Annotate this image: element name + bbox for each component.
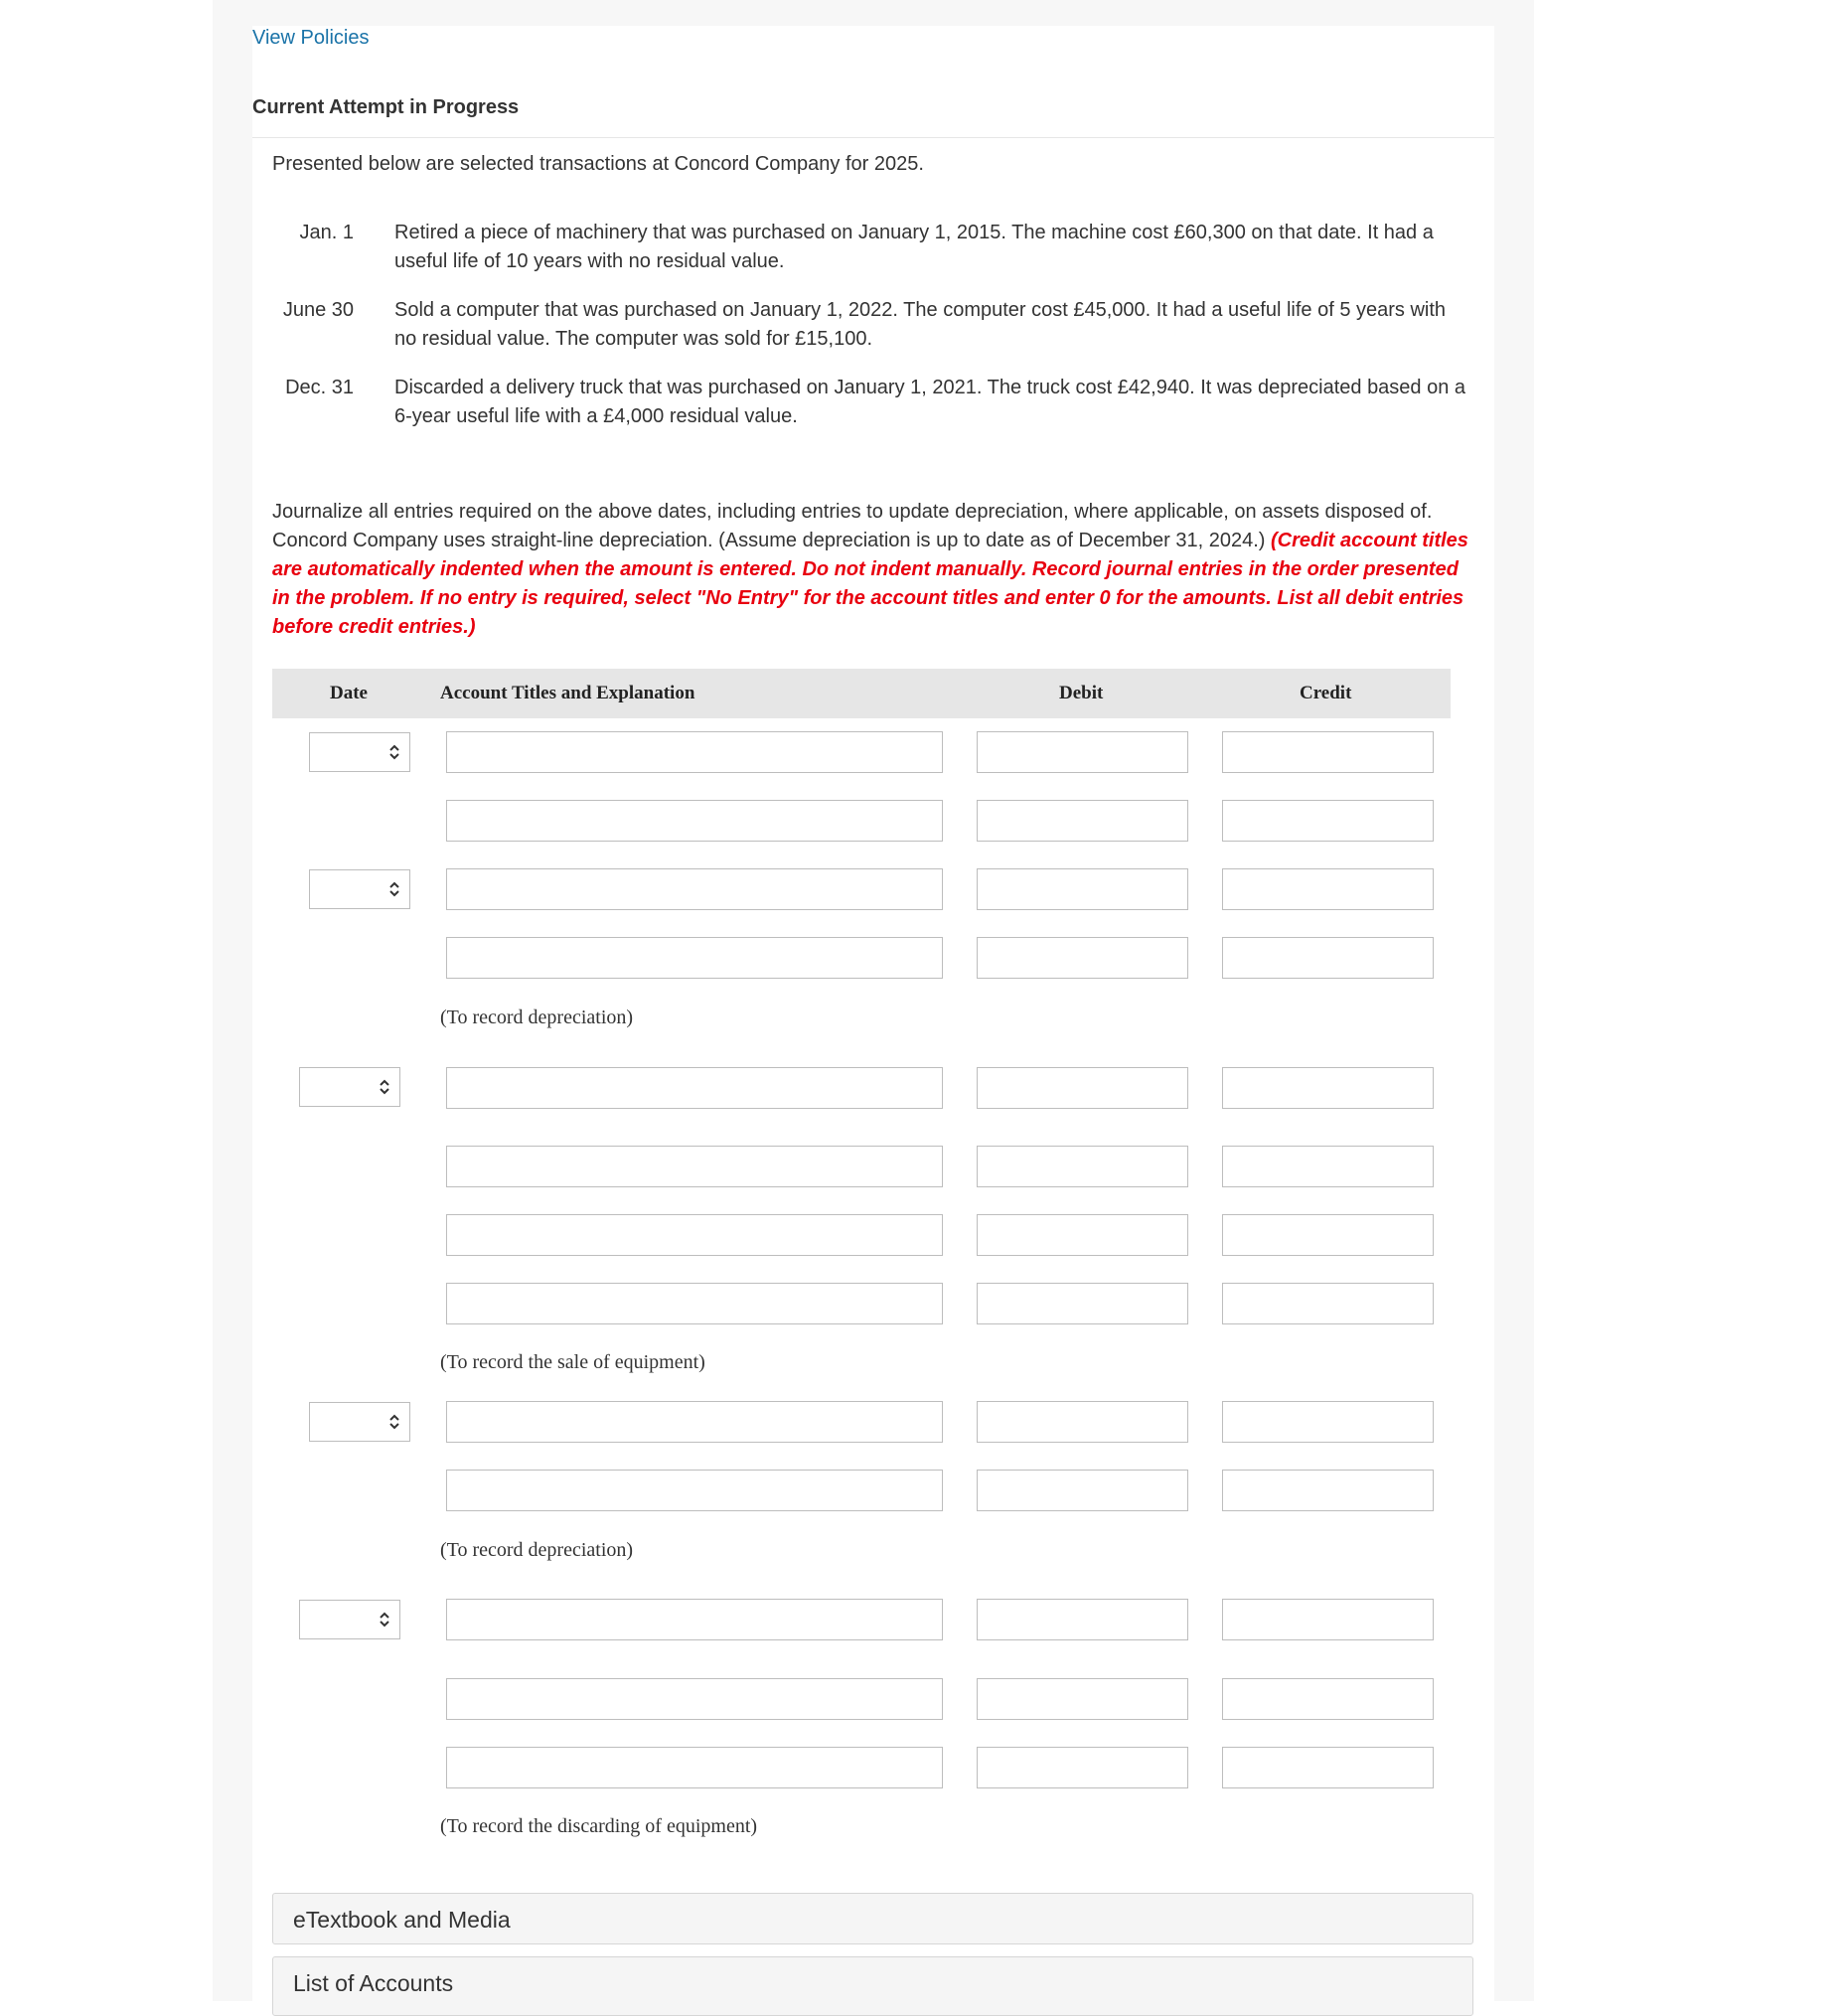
transaction-description: Discarded a delivery truck that was purchased on January 1, 2021. The truck cost £42,940. It was depreciated based on a 6-year useful life with a £4,000 residual value. xyxy=(394,377,1466,427)
date-select[interactable] xyxy=(299,1600,400,1639)
chevron-up-down-icon xyxy=(378,1077,391,1097)
debit-input[interactable] xyxy=(977,731,1188,773)
account-title-input[interactable] xyxy=(446,1283,943,1324)
debit-input[interactable] xyxy=(977,800,1188,842)
instructions-warning: (Credit account titles are automatically indented when the amount is entered. Do not indent manually. Record journal entries in the order presented in the problem. If no entry is required, select "No Entry" for the account titles and enter 0 for the amounts. List all debit entries before credit entries.) xyxy=(272,530,1468,638)
credit-input[interactable] xyxy=(1222,868,1434,910)
transaction-date: Jan. 1 xyxy=(299,222,354,243)
transaction-description: Retired a piece of machinery that was purchased on January 1, 2015. The machine cost £60,300 on that date. It had a useful life of 10 years with no residual value. xyxy=(394,222,1434,272)
account-title-input[interactable] xyxy=(446,1747,943,1788)
credit-input[interactable] xyxy=(1222,731,1434,773)
credit-input[interactable] xyxy=(1222,1401,1434,1443)
account-title-input[interactable] xyxy=(446,1678,943,1720)
account-title-input[interactable] xyxy=(446,800,943,842)
account-title-input[interactable] xyxy=(446,731,943,773)
credit-input[interactable] xyxy=(1222,1678,1434,1720)
debit-input[interactable] xyxy=(977,1146,1188,1187)
attempt-title: Current Attempt in Progress xyxy=(252,96,520,118)
credit-input[interactable] xyxy=(1222,1747,1434,1788)
account-title-input[interactable] xyxy=(446,868,943,910)
account-title-input[interactable] xyxy=(446,1067,943,1109)
date-select[interactable] xyxy=(299,1067,400,1107)
credit-input[interactable] xyxy=(1222,1599,1434,1640)
entry-explanation: (To record the sale of equipment) xyxy=(440,1351,705,1373)
debit-input[interactable] xyxy=(977,1067,1188,1109)
debit-input[interactable] xyxy=(977,1283,1188,1324)
chevron-up-down-icon xyxy=(378,1610,391,1629)
debit-input[interactable] xyxy=(977,868,1188,910)
column-header-credit: Credit xyxy=(1300,683,1352,703)
debit-input[interactable] xyxy=(977,1470,1188,1511)
credit-input[interactable] xyxy=(1222,1214,1434,1256)
entry-explanation: (To record depreciation) xyxy=(440,1539,634,1561)
instructions-text: Journalize all entries required on the above dates, including entries to update depreciation, where applicable, on assets disposed of. Concord Company uses straight-line depreciation. (Assume depreciation is up to date as of December 31, 2024.) xyxy=(272,501,1433,551)
header-divider xyxy=(252,137,1494,138)
chevron-up-down-icon xyxy=(387,1412,401,1432)
date-select[interactable] xyxy=(309,1402,410,1442)
date-select[interactable] xyxy=(309,732,410,772)
etextbook-media-accordion[interactable] xyxy=(272,1893,1473,1944)
debit-input[interactable] xyxy=(977,1599,1188,1640)
account-title-input[interactable] xyxy=(446,1401,943,1443)
credit-input[interactable] xyxy=(1222,1470,1434,1511)
debit-input[interactable] xyxy=(977,1678,1188,1720)
account-title-input[interactable] xyxy=(446,1599,943,1640)
credit-input[interactable] xyxy=(1222,1146,1434,1187)
entry-explanation: (To record the discarding of equipment) xyxy=(440,1815,758,1837)
debit-input[interactable] xyxy=(977,1401,1188,1443)
debit-input[interactable] xyxy=(977,1747,1188,1788)
credit-input[interactable] xyxy=(1222,937,1434,979)
view-policies-link[interactable]: View Policies xyxy=(252,27,370,49)
transaction-date: Dec. 31 xyxy=(285,377,354,398)
instructions xyxy=(272,498,1474,642)
column-header-account: Account Titles and Explanation xyxy=(440,683,695,703)
account-title-input[interactable] xyxy=(446,1146,943,1187)
credit-input[interactable] xyxy=(1222,1283,1434,1324)
chevron-up-down-icon xyxy=(387,742,401,762)
entry-explanation: (To record depreciation) xyxy=(440,1007,634,1028)
column-header-date: Date xyxy=(330,683,368,703)
accordion-label: eTextbook and Media xyxy=(293,1907,511,1933)
chevron-up-down-icon xyxy=(387,879,401,899)
accordion-label: List of Accounts xyxy=(293,1970,454,1996)
debit-input[interactable] xyxy=(977,1214,1188,1256)
debit-input[interactable] xyxy=(977,937,1188,979)
account-title-input[interactable] xyxy=(446,937,943,979)
transaction-description: Sold a computer that was purchased on January 1, 2022. The computer cost £45,000. It had a useful life of 5 years with no residual value. The computer was sold for £15,100. xyxy=(394,299,1447,350)
transaction-date: June 30 xyxy=(282,299,354,321)
date-select[interactable] xyxy=(309,869,410,909)
account-title-input[interactable] xyxy=(446,1470,943,1511)
column-header-debit: Debit xyxy=(1059,683,1104,703)
problem-intro: Presented below are selected transactions at Concord Company for 2025. xyxy=(272,153,924,175)
credit-input[interactable] xyxy=(1222,800,1434,842)
list-of-accounts-accordion[interactable] xyxy=(272,1956,1473,2016)
credit-input[interactable] xyxy=(1222,1067,1434,1109)
account-title-input[interactable] xyxy=(446,1214,943,1256)
journal-table-header xyxy=(272,669,1451,718)
